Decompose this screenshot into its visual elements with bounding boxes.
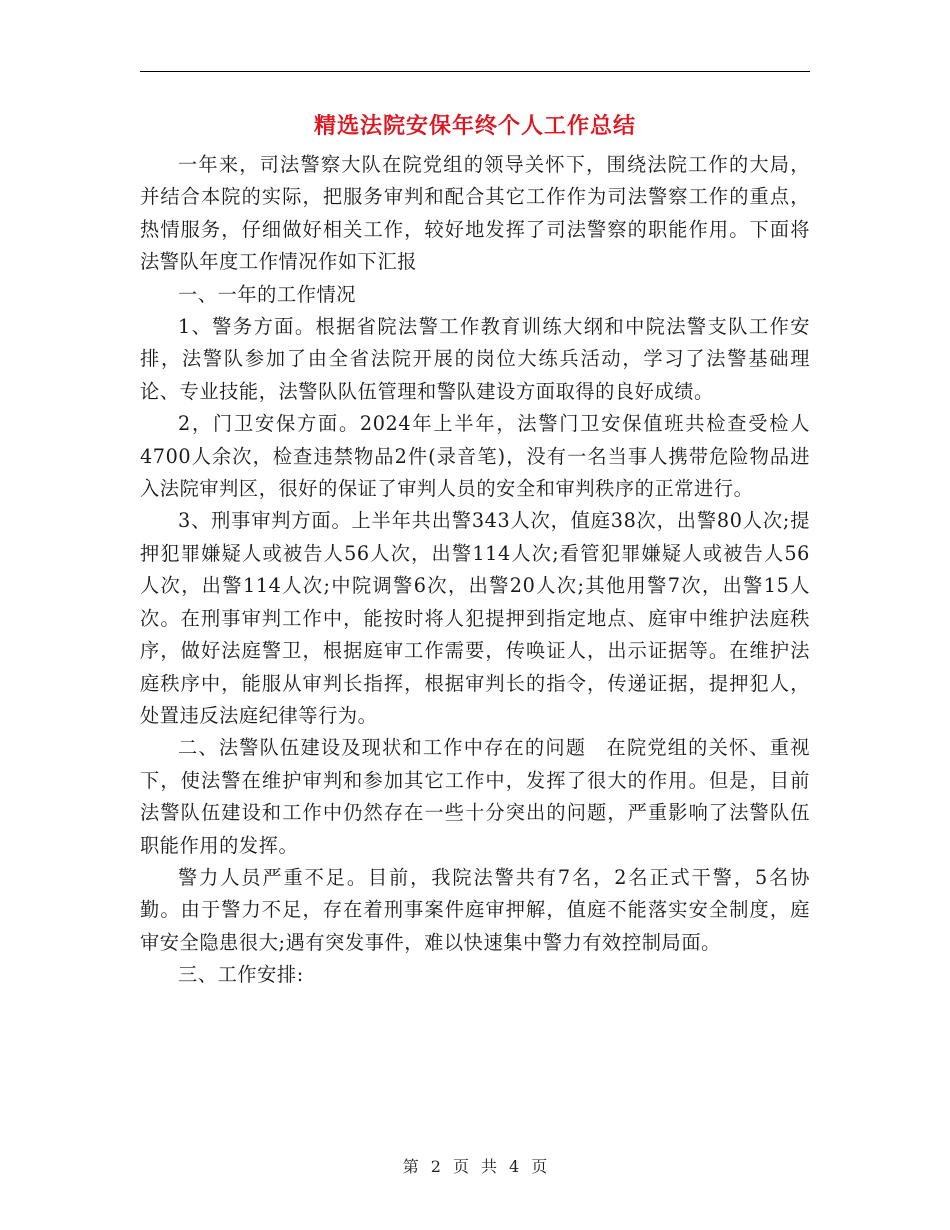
header-rule xyxy=(140,71,810,72)
page-footer xyxy=(0,1154,950,1177)
section-heading-3: 三、工作安排: xyxy=(178,963,304,987)
paragraph-intro: 一年来，司法警察大队在院党组的领导关怀下，围绕法院工作的大局，并结合本院的实际，把服务审判和配合其它工作作为司法警察工作的重点，热情服务，仔细做好相关工作，较好地发挥了司法警察的职能作用。下面将法警队年度工作情况作如下汇报 xyxy=(140,153,810,274)
paragraph-criminal-trial: 3、刑事审判方面。上半年共出警343人次，值庭38次，出警80人次;提押犯罪嫌疑人或被告人56人次，出警114人次;看管犯罪嫌疑人或被告人56 人次，出警114人次;中院调警6次，出警20人次;其他用警7次，出警15人次。在刑事审判工作中，能按时将人犯提押到指定地点、庭审中维护法庭秩序，做好法庭警卫，根据庭审工作需要，传唤证人，出示证据等。在维护法庭秩序中，能服从审判长指挥，根据审判长的指令，传递证据，提押犯人，处置违反法庭纪律等行为。 xyxy=(140,509,810,727)
footer-total-unit: 页 xyxy=(531,1157,548,1176)
document-body xyxy=(140,149,810,992)
paragraph-gate-security: 2，门卫安保方面。2024年上半年，法警门卫安保值班共检查受检人4700人余次，检查违禁物品2件(录音笔)，没有一名当事人携带危险物品进入法院审判区，很好的保证了审判人员的安全和审判秩序的正常进行。 xyxy=(140,412,810,501)
footer-page-unit: 页 xyxy=(452,1157,469,1176)
footer-total-pages: 4 xyxy=(509,1157,520,1176)
paragraph-police-affairs: 1、警务方面。根据省院法警工作教育训练大纲和中院法警支队工作安排，法警队参加了由全省法院开展的岗位大练兵活动，学习了法警基础理论、专业技能，法警队队伍管理和警队建设方面取得的良好成绩。 xyxy=(140,315,810,403)
footer-page-number: 2 xyxy=(430,1157,441,1176)
footer-page-label: 第 xyxy=(402,1157,419,1176)
document-title: 精选法院安保年终个人工作总结 xyxy=(313,114,636,139)
section-heading-1: 一、一年的工作情况 xyxy=(178,282,357,306)
paragraph-staff-shortage: 警力人员严重不足。目前，我院法警共有7名，2名正式干警，5名协勤。由于警力不足，存在着刑事案件庭审押解，值庭不能落实安全制度，庭审安全隐患很大;遇有突发事件，难以快速集中警力有效控制局面。 xyxy=(140,865,810,954)
section-heading-2: 二、法警队伍建设及现状和工作中存在的问题 在院党组的关怀、重视下，使法警在维护审判和参加其它工作中，发挥了很大的作用。但是，目前法警队伍建设和工作中仍然存在一些十分突出的问题，严重影响了法警队伍职能作用的发挥。 xyxy=(140,736,810,857)
footer-total-label: 共 xyxy=(481,1157,498,1176)
